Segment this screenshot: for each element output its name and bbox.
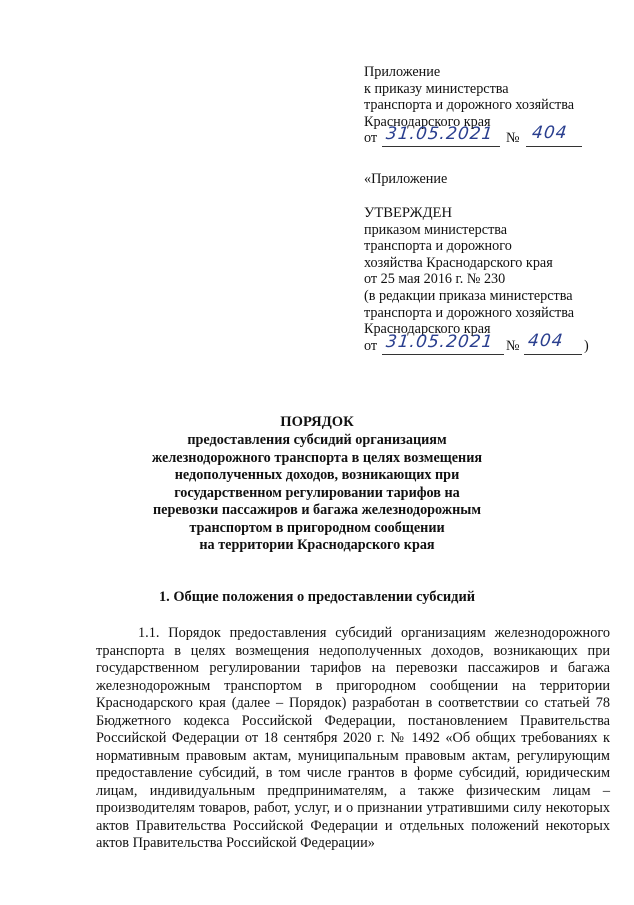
handwritten-number: 404 [526,330,565,351]
approved-heading: УТВЕРЖДЕН [364,205,452,221]
subtitle-line: транспортом в пригородном сообщении [189,519,445,536]
annex-line: Краснодарского края [364,113,491,130]
document-subtitle [0,432,634,555]
date-underline [382,354,504,355]
subtitle-line: недополученных доходов, возникающих при [174,467,460,483]
number-prefix: № [506,337,520,354]
subtitle-line: перевозки пассажиров и багажа железнодорожным [152,502,482,518]
approved-block [364,205,626,358]
subtitle-line: на территории Краснодарского края [199,537,435,553]
approved-line: приказом министерства [364,221,508,238]
number-prefix: № [506,130,520,147]
approved-line: транспорта и дорожного хозяйства [364,304,575,321]
subtitle-line: государственном регулировании тарифов на [174,484,460,501]
date-underline [382,146,500,147]
handwritten-number: 404 [530,123,569,144]
approved-line: от 25 мая 2016 г. № 230 [364,271,506,288]
annex-line: транспорта и дорожного хозяйства [364,97,575,114]
approved-line: транспорта и дорожного [364,238,512,255]
annex-line: Приложение [364,64,441,80]
annex-date-number-row [364,123,624,150]
subtitle-line: железнодорожного транспорта в целях возмещения [151,449,483,466]
date-prefix: от [364,337,378,354]
annex-quote-label: «Приложение [364,171,448,187]
number-underline [526,146,582,147]
document-title: ПОРЯДОК [280,414,354,430]
number-underline [524,354,582,355]
body-paragraph: 1.1. Порядок предоставления субсидий организациям железнодорожного транспорта в целях возмещения недополученных доходов, возникающих при государственном регулировании тарифов на перевозки пассажиров и багажа железнодорожным транспортом в пригородном сообщении на территории Краснодарского края (далее – Порядок) разработан в соответствии со статьей 78 Бюджетного кодекса Российской Федерации, постановлением Правительства Российской Федерации от 18 сентября 2020 г. № 1492 «Об общих требованиях к нормативным правовым актам, муниципальным правовым актам, регулирующим предоставление субсидий, в том числе грантов в форме субсидий, юридическим лицам, индивидуальным предпринимателям, а также физическим лицам – производителям товаров, работ, услуг, и о признании утратившими силу некоторых актов Правительства Российской Федерации и отдельных положений некоторых актов Правительства Российской Федерации» [96,625,610,851]
annex-block [364,64,624,150]
approved-line: (в редакции приказа министерства [364,287,573,304]
handwritten-date: 31.05.2021 [384,331,495,352]
subtitle-line: предоставления субсидий организациям [187,432,447,448]
handwritten-date: 31.05.2021 [384,124,495,145]
approved-date-number-row [364,330,626,358]
approved-line: хозяйства Краснодарского края [364,254,553,271]
annex-line: к приказу министерства [364,80,509,97]
date-prefix: от [364,130,378,147]
closing-paren: ) [584,337,589,354]
approved-line: Краснодарского края [364,321,491,338]
section-heading: 1. Общие положения о предоставлении субсидий [158,589,476,605]
